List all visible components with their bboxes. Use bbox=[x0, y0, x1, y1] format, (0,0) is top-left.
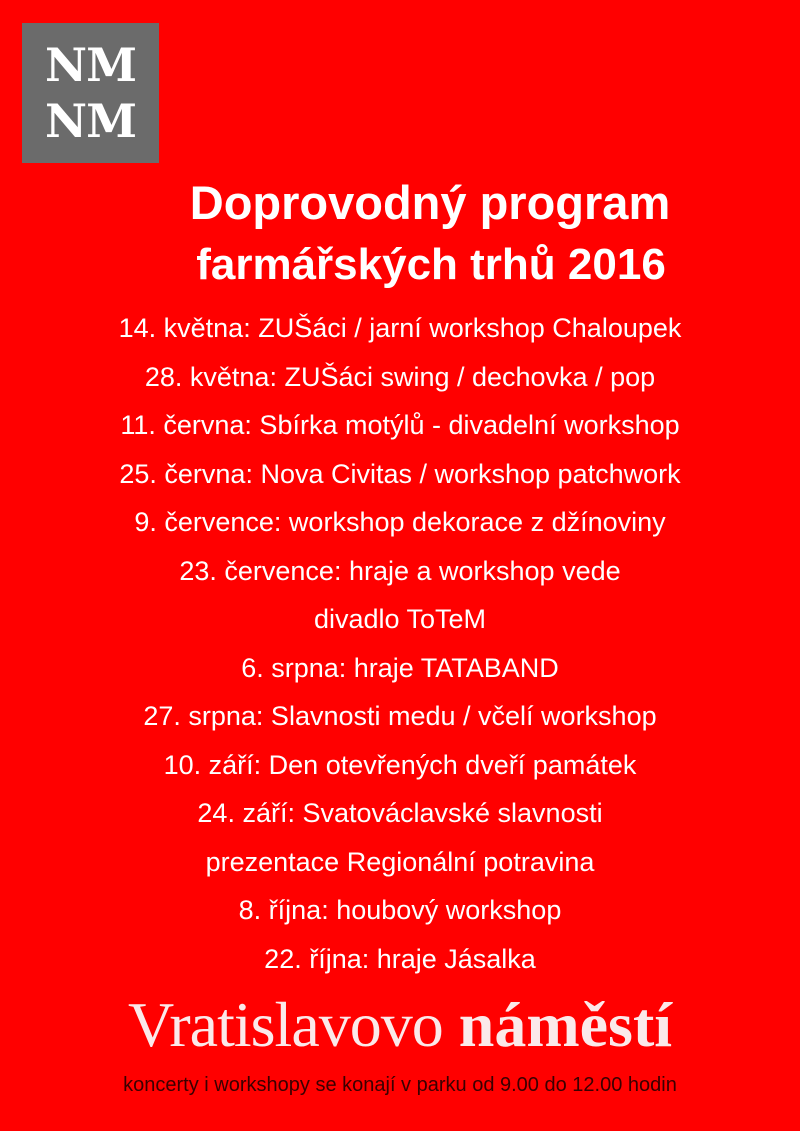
event-item: 10. září: Den otevřených dveří památek bbox=[163, 749, 637, 780]
event-item: 9. července: workshop dekorace z džínoviny bbox=[134, 507, 666, 537]
event-item-continuation: prezentace Regionální potravina bbox=[205, 846, 595, 877]
event-item: 8. října: houbový workshop bbox=[238, 895, 562, 925]
event-item-continuation: divadlo ToTeM bbox=[313, 604, 487, 634]
event-item: 23. července: hraje a workshop vede bbox=[179, 555, 621, 586]
event-item: 24. září: Svatováclavské slavnosti bbox=[197, 798, 603, 828]
event-item: 27. srpna: Slavnosti medu / včelí workshop bbox=[143, 701, 657, 731]
venue-word-1: Vratislavovo bbox=[127, 989, 443, 1060]
title-line-1: Doprovodný program bbox=[189, 176, 671, 229]
event-item: 28. května: ZUŠáci swing / dechovka / pop bbox=[144, 361, 656, 392]
venue-word-2: náměstí bbox=[458, 989, 673, 1060]
event-item: 6. srpna: hraje TATABAND bbox=[241, 652, 559, 683]
logo-line-2: NM bbox=[45, 94, 136, 148]
venue-heading bbox=[0, 985, 800, 1065]
event-item: 22. října: hraje Jásalka bbox=[264, 943, 536, 974]
title-line-2: farmářských trhů 2016 bbox=[196, 240, 666, 289]
event-item: 25. června: Nova Civitas / workshop patchwork bbox=[119, 458, 681, 489]
event-list bbox=[0, 304, 800, 983]
footer-note: koncerty i workshopy se konají v parku od 9.00 do 12.00 hodin bbox=[123, 1074, 677, 1096]
event-item: 11. června: Sbírka motýlů - divadelní workshop bbox=[120, 410, 680, 440]
event-item: 14. května: ZUŠáci / jarní workshop Chaloupek bbox=[118, 313, 682, 343]
nm-logo bbox=[22, 23, 159, 163]
logo-line-1: NM bbox=[45, 38, 136, 92]
